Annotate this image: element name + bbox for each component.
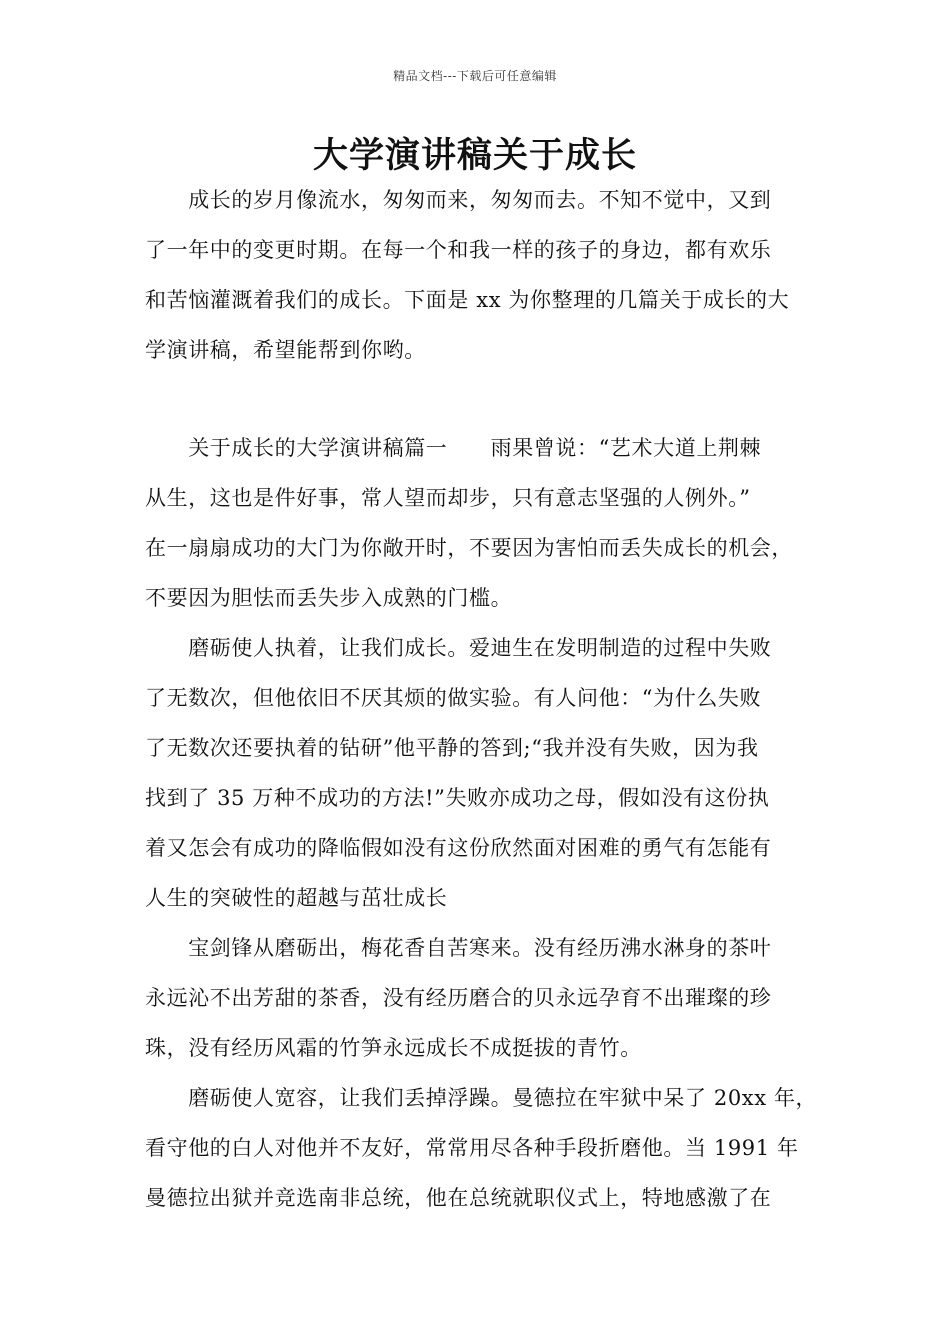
body-line: 关于成长的大学演讲稿篇一 雨果曾说：“艺术大道上荆棘: [145, 436, 762, 460]
body-line: 不要因为胆怯而丢失步入成熟的门槛。: [145, 586, 513, 610]
body-line: 成长的岁月像流水，匆匆而来，匆匆而去。不知不觉中，又到: [145, 188, 772, 212]
body-line: 永远沁不出芳甜的茶香，没有经历磨合的贝永远孕育不出璀璨的珍: [145, 986, 772, 1010]
body-line: 在一扇扇成功的大门为你敞开时，不要因为害怕而丢失成长的机会，: [145, 536, 793, 560]
body-line: 了一年中的变更时期。在每一个和我一样的孩子的身边，都有欢乐: [145, 238, 772, 262]
body-line: 磨砺使人宽容，让我们丢掉浮躁。曼德拉在牢狱中呆了 20xx 年，: [145, 1086, 818, 1110]
header-note: 精品文档---下载后可任意编辑: [393, 69, 557, 83]
body-line: 珠，没有经历风霜的竹笋永远成长不成挺拔的青竹。: [145, 1036, 642, 1060]
body-line: 着又怎会有成功的降临假如没有这份欣然面对困难的勇气有怎能有: [145, 836, 772, 860]
body-line: 学演讲稿，希望能帮到你哟。: [145, 338, 426, 362]
body-line: 人生的突破性的超越与茁壮成长: [145, 886, 448, 910]
body-line: 宝剑锋从磨砺出，梅花香自苦寒来。没有经历沸水淋身的茶叶: [145, 936, 772, 960]
body-line: 找到了 35 万种不成功的方法!”失败亦成功之母，假如没有这份执: [145, 786, 770, 810]
body-line: 和苦恼灌溉着我们的成长。下面是 xx 为你整理的几篇关于成长的大: [145, 288, 790, 312]
body-line: 看守他的白人对他并不友好，常常用尽各种手段折磨他。当 1991 年: [145, 1136, 799, 1160]
body-line: 了无数次还要执着的钻研”他平静的答到;“我并没有失败，因为我: [145, 736, 759, 760]
body-line: 从生，这也是件好事，常人望而却步，只有意志坚强的人例外。”: [145, 486, 751, 510]
body-line: 了无数次，但他依旧不厌其烦的做实验。有人问他：“为什么失败: [145, 686, 762, 710]
document-title: 大学演讲稿关于成长: [312, 136, 637, 176]
body-line: 磨砺使人执着，让我们成长。爱迪生在发明制造的过程中失败: [145, 636, 772, 660]
body-line: 曼德拉出狱并竞选南非总统，他在总统就职仪式上，特地感激了在: [145, 1186, 772, 1210]
